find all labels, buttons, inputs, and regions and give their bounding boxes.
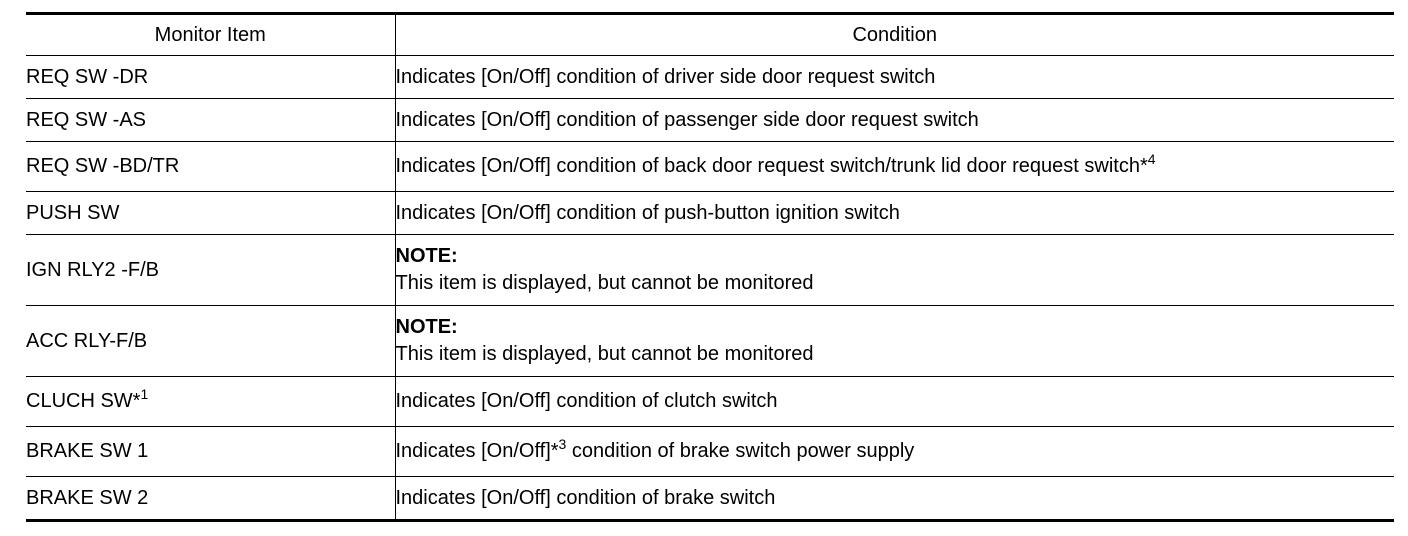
monitor-item-cell: REQ SW -DR xyxy=(26,56,395,99)
monitor-item-cell: BRAKE SW 1 xyxy=(26,427,395,477)
condition-cell xyxy=(395,306,1394,377)
condition-cell: Indicates [On/Off] condition of push-button ignition switch xyxy=(395,192,1394,235)
monitor-item-text: CLUCH SW* xyxy=(26,390,141,412)
monitor-items-table xyxy=(26,12,1394,522)
condition-cell: Indicates [On/Off] condition of driver side door request switch xyxy=(395,56,1394,99)
monitor-item-cell: ACC RLY-F/B xyxy=(26,306,395,377)
condition-cell: Indicates [On/Off] condition of passenger side door request switch xyxy=(395,99,1394,142)
monitor-item-cell xyxy=(26,377,395,427)
condition-text-continued: condition of brake switch power supply xyxy=(566,440,915,462)
condition-text: Indicates [On/Off] condition of back door request switch/trunk lid door request switch* xyxy=(395,155,1148,177)
table-row xyxy=(26,56,1394,99)
condition-text: Indicates [On/Off]* xyxy=(395,440,559,462)
table-row xyxy=(26,99,1394,142)
note-text: This item is displayed, but cannot be monitored xyxy=(395,343,814,365)
condition-cell xyxy=(395,427,1394,477)
condition-cell xyxy=(395,235,1394,306)
footnote-marker: 1 xyxy=(140,386,149,402)
note-text: This item is displayed, but cannot be monitored xyxy=(395,272,814,294)
monitor-item-cell: REQ SW -BD/TR xyxy=(26,142,395,192)
footnote-marker: 3 xyxy=(558,436,567,452)
table-row xyxy=(26,427,1394,477)
monitor-item-cell: BRAKE SW 2 xyxy=(26,477,395,521)
header-monitor-item: Monitor Item xyxy=(26,14,395,56)
table-row xyxy=(26,235,1394,306)
table-row xyxy=(26,377,1394,427)
condition-cell: Indicates [On/Off] condition of brake switch xyxy=(395,477,1394,521)
condition-cell xyxy=(395,142,1394,192)
table-row xyxy=(26,477,1394,521)
table-row xyxy=(26,306,1394,377)
note-label: NOTE: xyxy=(395,316,458,338)
table-row xyxy=(26,192,1394,235)
monitor-item-cell: PUSH SW xyxy=(26,192,395,235)
note-label: NOTE: xyxy=(395,245,458,267)
footnote-marker: 4 xyxy=(1147,151,1156,167)
table-row xyxy=(26,142,1394,192)
condition-cell: Indicates [On/Off] condition of clutch switch xyxy=(395,377,1394,427)
header-condition: Condition xyxy=(395,14,1394,56)
monitor-item-cell: IGN RLY2 -F/B xyxy=(26,235,395,306)
monitor-item-cell: REQ SW -AS xyxy=(26,99,395,142)
table-header-row xyxy=(26,14,1394,56)
